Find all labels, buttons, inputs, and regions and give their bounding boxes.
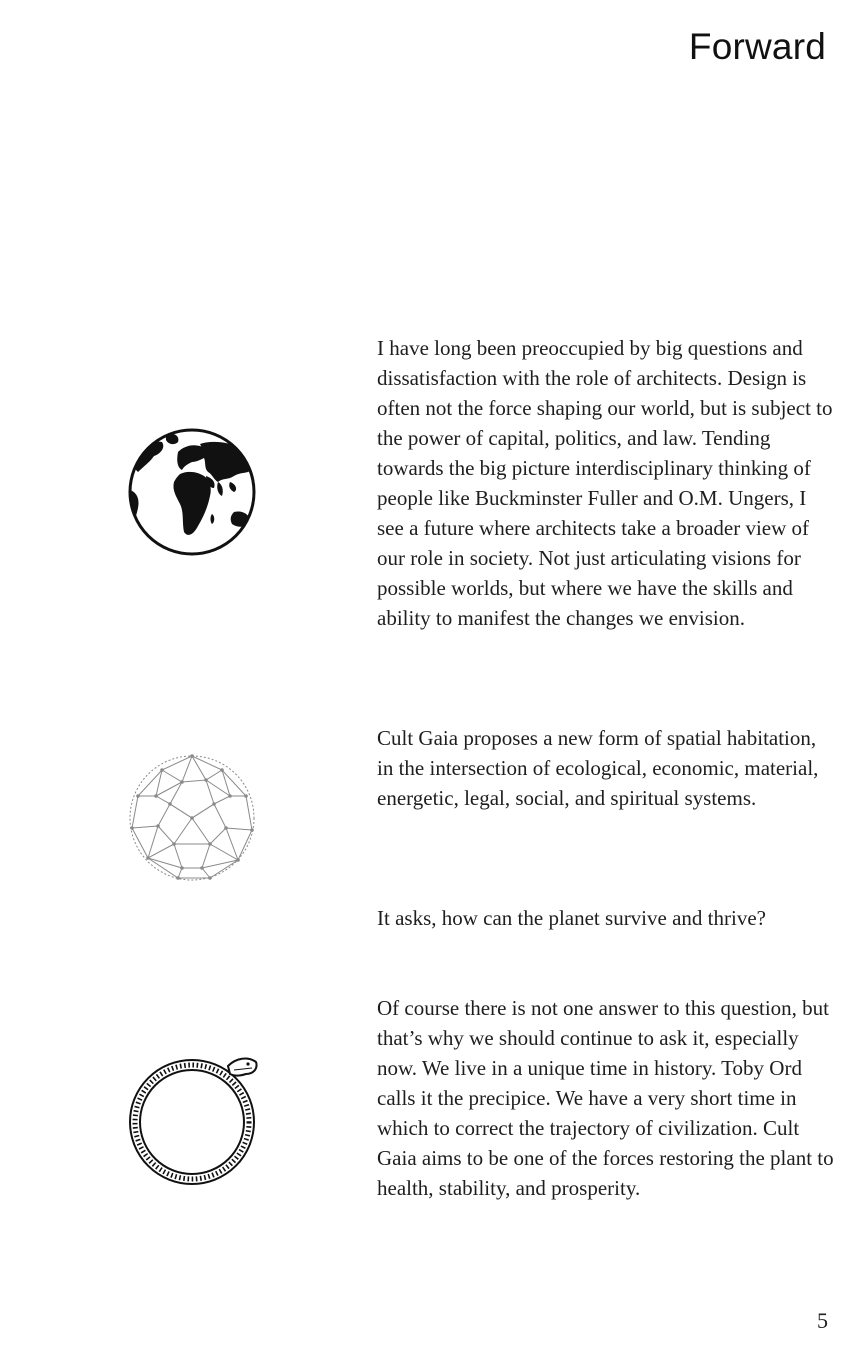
paragraph-question: It asks, how can the planet survive and thrive? [377,906,766,930]
paragraph-proposal: Cult Gaia proposes a new form of spatial habitation, in the intersection of ecological, economic, material, energetic, legal, social, and spiritual systems. [377,726,819,810]
ouroboros-icon [124,1048,264,1190]
geodesic-sphere-icon [122,748,262,888]
paragraph-intro: I have long been preoccupied by big questions and dissatisfaction with the role of architects. Design is often not the force shaping our world, but is subject to the power of capital, politics, and law. Tending towards the big picture interdisciplinary thinking of people like Buckminster Fuller and O.M. Ungers, I see a future where architects take a broader view of our role in society. Not just articulating visions for possible worlds, but where we have the skills and ability to manifest the changes we envision. [377,336,833,630]
paragraph-conclusion: Of course there is not one answer to this question, but that’s why we should continue to ask it, especially now. We live in a unique time in history. Toby Ord calls it the precipice. We have a very short time in which to correct the trajectory of civilization. Cult Gaia aims to be one of the forces restoring the plant to health, stability, and prosperity. [377,996,834,1200]
page-number: 5 [817,1308,828,1333]
page-title: Forward [688,26,826,67]
globe-icon [126,426,258,558]
